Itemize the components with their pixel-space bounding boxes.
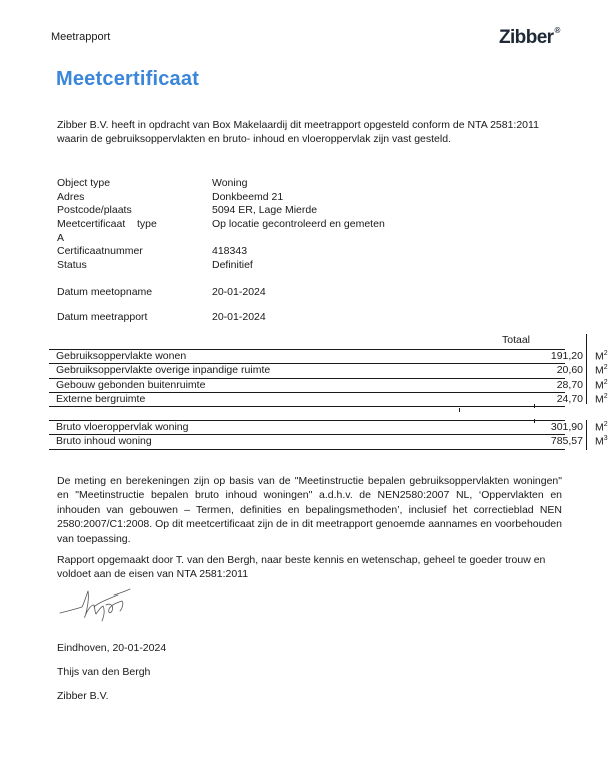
row-value: 20,60 (556, 364, 583, 376)
property-row (57, 177, 437, 191)
property-label: Status (57, 258, 87, 271)
handwritten-signature (58, 583, 132, 625)
property-row (57, 218, 437, 232)
table-row (49, 363, 608, 377)
property-row (57, 245, 437, 259)
table-divider (586, 420, 587, 450)
property-label: Adres (57, 190, 85, 203)
row-value: 785,57 (550, 435, 583, 447)
table-divider (586, 334, 587, 404)
table-header-totaal: Totaal (502, 334, 531, 346)
date-label: Datum meetopname (57, 286, 153, 298)
row-unit: $M^2$ (595, 421, 608, 434)
property-value: 418343 (212, 245, 248, 257)
row-value: 191,20 (550, 350, 583, 362)
method-paragraph: De meting en berekeningen zijn op basis van de "Meetinstructie bepalen gebruiksoppervlakten woningen" en "Meetinstructie bepalen bruto inhoud woningen" a.d.h.v. de NEN2580:2007 NL, ‘Oppervlakten en inhouden van gebouwen – Termen, definities en bepalingsmethoden’, inclusief het correctieblad NEN 2580:2007/C1:2008. Op dit meetcertificaat zijn de in dit meetrapport genoemde aannames en voorbehouden van toepassing. (57, 475, 562, 545)
table-divider (459, 408, 460, 412)
date-label: Datum meetrapport (57, 311, 148, 323)
property-row (57, 191, 437, 205)
table-row (49, 420, 608, 434)
property-label: Object type (57, 177, 111, 189)
logo-text: Zibber (499, 27, 554, 48)
property-value: Woning (212, 177, 248, 189)
date-row (57, 286, 437, 300)
property-value: Definitief (212, 258, 253, 271)
property-value: Donkbeemd 21 (212, 190, 284, 203)
company-name: Zibber B.V. (57, 690, 109, 702)
property-label-continuation: A (57, 231, 65, 244)
row-label: Gebouw gebonden buitenruimte (56, 379, 206, 391)
intro-paragraph: Zibber B.V. heeft in opdracht van Box Makelaardij dit meetrapport opgesteld conform de NTA 2581:2011 waarin de gebruiksoppervlakten en bruto- inhoud en vloeroppervlak zijn vast gesteld. (57, 119, 539, 145)
table-rule (49, 449, 565, 450)
table-row (49, 434, 608, 448)
property-row-continuation (57, 232, 437, 246)
property-label: Certificaatnummer (57, 245, 143, 257)
report-type-label: Meetrapport (51, 31, 111, 43)
row-value: 301,90 (550, 421, 583, 433)
signer-name: Thijs van den Bergh (57, 666, 151, 678)
property-label: Postcode/plaats (57, 204, 132, 216)
table-row (49, 378, 608, 392)
row-label: Gebruiksoppervlakte overige inpandige ruimte (56, 364, 271, 376)
date-value: 20-01-2024 (212, 311, 266, 323)
table-row (49, 392, 608, 406)
row-unit: $M^2$ (595, 350, 608, 363)
page-title: Meetcertificaat (56, 68, 200, 90)
row-value: 28,70 (556, 379, 583, 391)
area-table (49, 334, 608, 450)
date-row (57, 311, 437, 325)
date-row-inner (57, 311, 437, 325)
row-label: Gebruiksoppervlakte wonen (56, 350, 187, 362)
property-value: Op locatie gecontroleerd en gemeten (212, 217, 385, 230)
row-unit: $M^2$ (595, 379, 608, 392)
date-row-inner (57, 286, 437, 300)
registered-mark: ® (554, 26, 560, 35)
place-date: Eindhoven, 20-01-2024 (57, 642, 167, 654)
table-rule (49, 406, 565, 407)
row-value: 24,70 (556, 393, 583, 405)
date-value: 20-01-2024 (212, 286, 266, 298)
property-row (57, 259, 437, 273)
zibber-logo (499, 27, 560, 49)
row-label: Bruto vloeroppervlak woning (56, 421, 189, 433)
row-label: Bruto inhoud woning (56, 435, 152, 447)
property-value: 5094 ER, Lage Mierde (212, 204, 318, 216)
row-label: Externe bergruimte (56, 393, 146, 405)
report-paragraph: Rapport opgemaakt door T. van den Bergh, naar beste kennis en wetenschap, geheel te goeder trouw en voldoet aan de eisen van NTA 2581:2011 (57, 554, 546, 581)
property-row (57, 204, 437, 218)
property-label: Meetcertificaat type (57, 217, 157, 230)
table-row (49, 349, 608, 363)
row-unit: $M^3$ (595, 435, 608, 448)
property-list (57, 177, 437, 272)
row-unit: $M^2$ (595, 364, 608, 377)
row-unit: $M^2$ (595, 393, 608, 406)
